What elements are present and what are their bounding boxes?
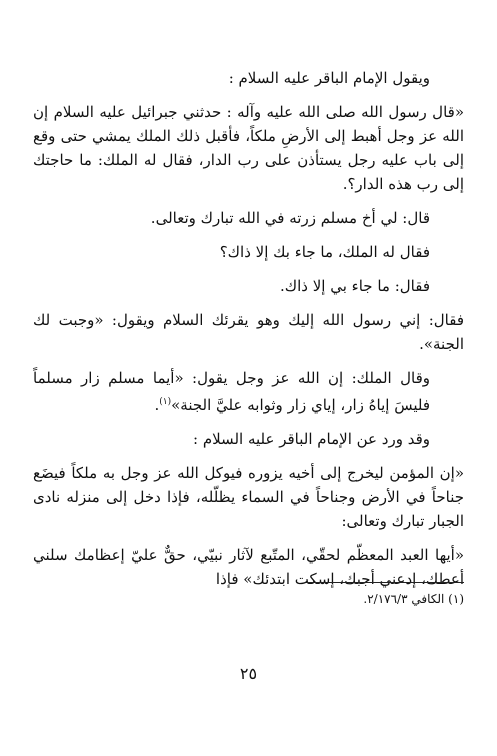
paragraph: «قال رسول الله صلى الله عليه وآله : حدثني جبرائيل عليه السلام إن الله عز وجل أهبط إلى الأرضِ ملكاً، فأقبل ذلك الملك يمشي حتى وقع إلى باب عليه رجل يستأذن على رب الدار، فقال له الملك: ما حاجتك إلى رب هذه الدار؟. — [33, 103, 464, 193]
paragraph: «إن المؤمن ليخرج إلى أخيه يزوره فيوكل الله عز وجل به ملكاً فيضَع جناحاً في الأرض وجناحاً في السماء يظلّله، فإذا دخل إلى منزله نادى الجبار تبارك وتعالى: — [33, 464, 464, 530]
paragraph: فقال: ما جاء بي إلا ذاك. — [280, 277, 430, 295]
paragraph: قال: لي أخ مسلم زرته في الله تبارك وتعالى. — [150, 209, 430, 227]
paragraph-tail: . — [154, 396, 160, 414]
page-number: ٢٥ — [239, 664, 258, 683]
footnote-marker: (١) — [159, 397, 172, 407]
footnote: (١) الكافي ٢/١٧٦/٣. — [363, 592, 464, 606]
footnote-divider — [306, 582, 464, 583]
body-text — [33, 66, 464, 591]
paragraph: فقال: إني رسول الله إليك وهو يقرئك السلام ويقول: «وجبت لك الجنة». — [33, 311, 464, 353]
paragraph-text: وقال الملك: إن الله عز وجل يقول: «أيما مسلم زار مسلماً فليسَ إياهُ زار، إياي زار وثوابه عليَّ الجنة» — [33, 369, 430, 414]
paragraph: ويقول الإمام الباقر عليه السلام : — [228, 69, 430, 87]
paragraph: «أيها العبد المعظّم لحقّي، المتّبع لآثار نبيّي، حقٌّ عليّ إعظامك سلني أعطك، إدعني أجبك، إسكت ابتدئك» فإذا — [33, 546, 464, 588]
paragraph — [33, 366, 464, 417]
paragraph: وقد ورد عن الإمام الباقر عليه السلام : — [193, 430, 430, 448]
paragraph: فقال له الملك، ما جاء بك إلا ذاك؟ — [219, 243, 430, 261]
